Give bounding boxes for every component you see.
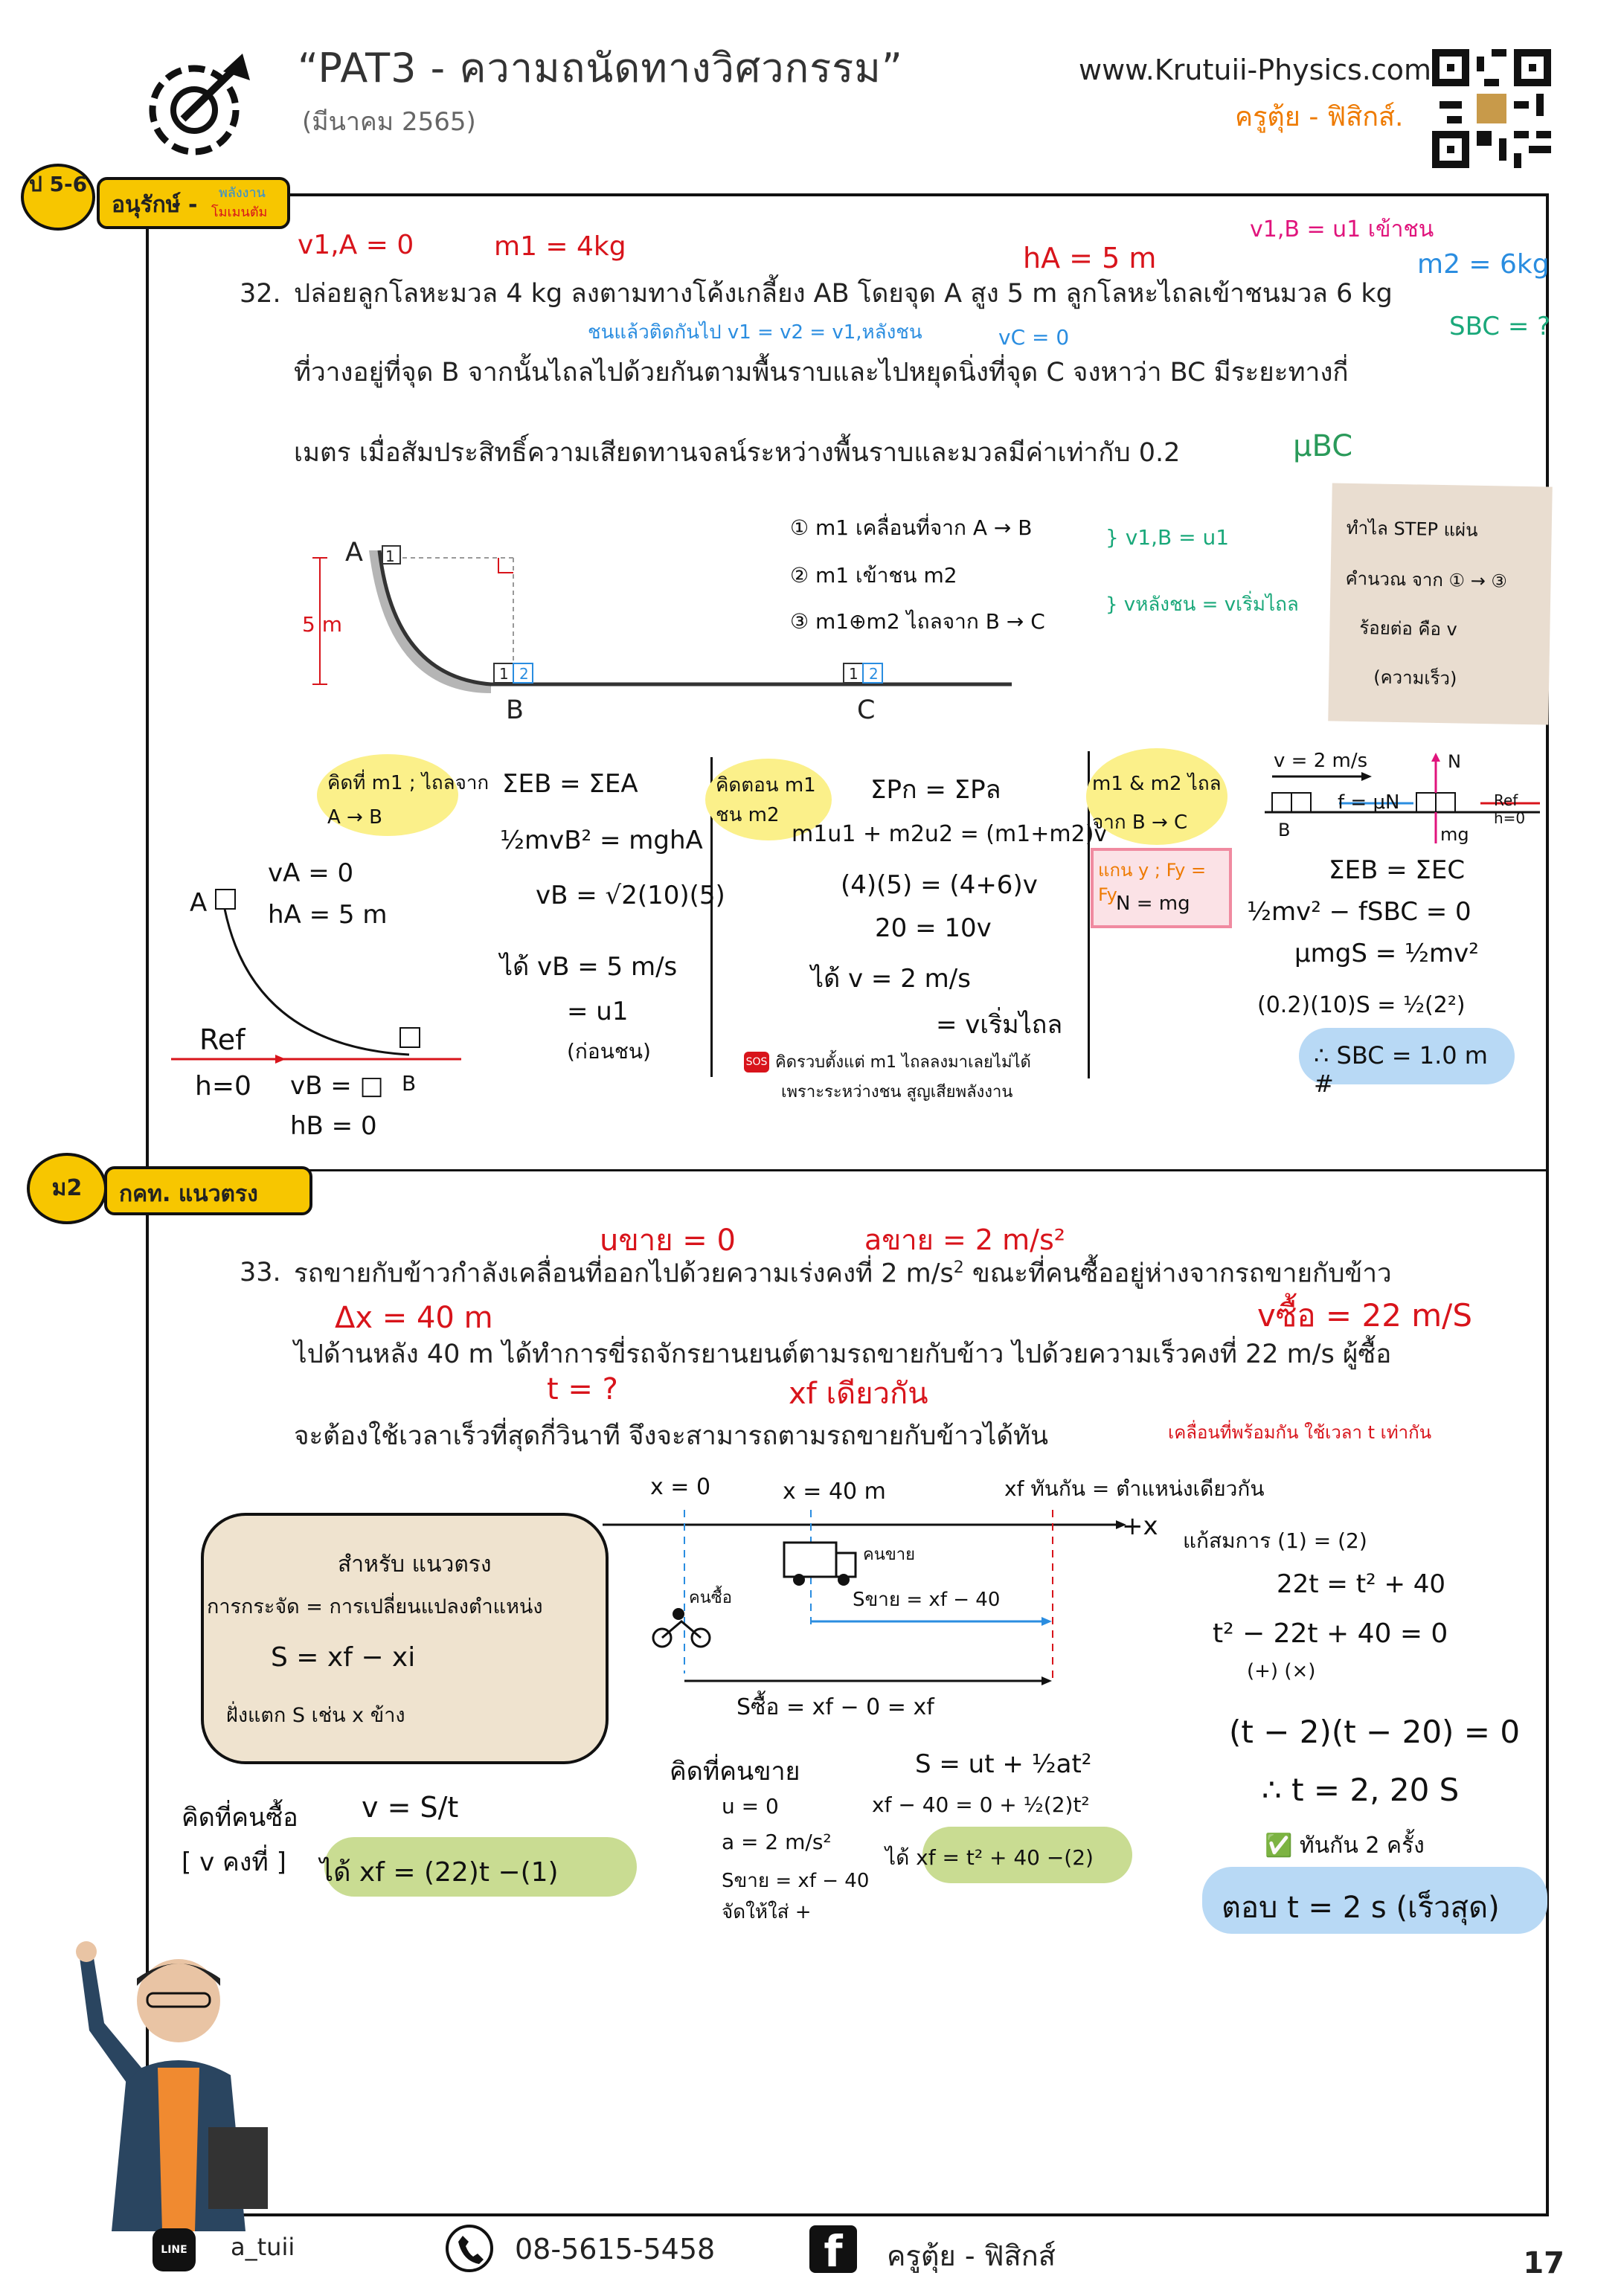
ann-vbuy: vซื้อ = 22 m/S — [1257, 1297, 1472, 1334]
work-c4-ref: Ref h=0 — [1494, 791, 1526, 827]
work-c1-hB: hB = 0 — [290, 1111, 377, 1141]
work-c1-B-label: B — [402, 1071, 417, 1096]
gear-logo-icon — [131, 45, 257, 171]
ann-stuck: ชนแล้วติดกันไป v1 = v2 = v1,หลังชน — [588, 321, 922, 344]
work-c3-note-2: เพราะระหว่างชน สูญเสียพลังงาน — [781, 1083, 1013, 1102]
sticky-note — [1328, 483, 1553, 724]
work-c4-N: N — [1448, 751, 1461, 772]
work-c1-hA: hA = 5 m — [268, 900, 388, 930]
page-number: 17 — [1523, 2246, 1564, 2280]
topic-tag-label: อนุรักษ์ - — [112, 192, 198, 218]
solve-check: ✅ ทันกัน 2 ครั้ง — [1265, 1833, 1425, 1859]
ann-xf: xf เดียวกัน — [789, 1377, 928, 1411]
work-c4-head: m1 & m2 ไถลจาก B → C — [1092, 773, 1222, 834]
motion-x0: x = 0 — [650, 1474, 711, 1500]
solve-b: t² − 22t + 40 = 0 — [1213, 1618, 1448, 1649]
q33-sup: 2 — [953, 1258, 964, 1277]
seller-s: Sขาย = xf − 40 — [722, 1870, 870, 1892]
q33-answer-box — [1202, 1867, 1547, 1934]
sos-icon: SOS — [744, 1052, 769, 1073]
step-result-2: } vหลังชน = vเริ่มไถล — [1105, 594, 1299, 616]
ann-m2: m2 = 6kg — [1417, 249, 1550, 280]
ann-dx: Δx = 40 m — [335, 1301, 493, 1335]
step-result-1: } v1,B = u1 — [1105, 525, 1230, 550]
work-c4-B-label: B — [1278, 820, 1291, 840]
diagram-box-1a: 1 — [385, 547, 395, 565]
work-c3-head: คิดตอน m1 ชน m2 — [716, 774, 816, 826]
sticky-line-4: (ความเร็ว) — [1373, 666, 1457, 689]
work-c1-vB: vB = □ — [290, 1071, 384, 1101]
work-c4-v: v = 2 m/s — [1274, 750, 1368, 772]
seller-eq-2: xf − 40 = 0 + ½(2)t² — [872, 1792, 1090, 1817]
q32-line-3: เมตร เมื่อสัมประสิทธิ์ความเสียดทานจลน์ระหว่างพื้นราบและมวลมีค่าเท่ากับ 0.2 — [294, 438, 1181, 468]
seller-eq: S = ut + ½at² — [915, 1749, 1092, 1779]
seller-result: ได้ xf = t² + 40 −(2) — [885, 1845, 1094, 1870]
facebook-name[interactable]: ครูตุ้ย - ฟิสิกส์ — [887, 2239, 1056, 2272]
solve-d: ∴ t = 2, 20 S — [1262, 1772, 1460, 1808]
ann-sBC: SBC = ? — [1449, 312, 1551, 341]
work-c4-mg: mg — [1440, 824, 1469, 845]
step-2: ② m1 เข้าชน m2 — [790, 563, 957, 588]
motion-xf: xf ทันกัน = ตำแหน่งเดียวกัน — [1004, 1476, 1265, 1501]
sticky-line-1: ทำไล STEP แผ่น — [1346, 517, 1478, 541]
q32-number: 32. — [240, 279, 281, 309]
sticky-line-3: ร้อยต่อ คือ v — [1359, 617, 1457, 640]
line-id: a_tuii — [231, 2233, 295, 2261]
motion-axis: +x — [1122, 1511, 1158, 1541]
motion-s-buy: Sซื้อ = xf − 0 = xf — [736, 1694, 934, 1720]
diagram-box-1b: 1 — [499, 665, 509, 683]
level-badge-2: ม2 — [27, 1153, 107, 1224]
work-c2-c: vB = √2(10)(5) — [536, 881, 725, 910]
topic-tag-note-1: พลังงาน — [219, 185, 266, 201]
buyer-eq: v = S/t — [362, 1791, 459, 1824]
page-title: “PAT3 - ความถนัดทางวิศวกรรม” — [298, 45, 903, 91]
bubble-line-3: ฝั่งแตก S เช่น x ข้าง — [226, 1704, 405, 1727]
diagram-height: 5 m — [302, 612, 342, 637]
phone-icon[interactable] — [445, 2224, 494, 2273]
presenter-figure — [60, 1934, 298, 2231]
ann-hA: hA = 5 m — [1023, 242, 1157, 274]
brand-name: ครูตุ้ย - ฟิสิกส์. — [1235, 102, 1404, 132]
motion-seller: คนขาย — [863, 1546, 916, 1564]
solve-head: แก้สมการ (1) = (2) — [1183, 1528, 1367, 1553]
seller-head: คิดที่คนขาย — [670, 1757, 800, 1787]
condition-box — [1091, 848, 1232, 928]
sticky-line-2: คำนวณ จาก ① → ③ — [1345, 567, 1508, 592]
work-c1-ref: Ref — [199, 1023, 245, 1056]
q32-line-2: ที่วางอยู่ที่จุด B จากนั้นไถลไปด้วยกันตามพื้นราบและไปหยุดนิ่งที่จุด C จงหาว่า BC มีระยะทางกี่ — [294, 358, 1349, 388]
buyer-result: ได้ xf = (22)t −(1) — [320, 1857, 559, 1888]
work-c4-b: ½mv² − fSBC = 0 — [1247, 897, 1471, 927]
seller-sign: จัดให้ใส่ + — [722, 1901, 812, 1923]
diagram-box-2b: 2 — [519, 665, 529, 683]
qr-code-icon[interactable] — [1432, 49, 1551, 168]
buyer-sub: [ v คงที่ ] — [182, 1848, 286, 1877]
q33-line-2: ไปด้านหลัง 40 m ได้ทำการขี่รถจักรยานยนต์ตามรถขายกับข้าว ไปด้วยความเร็วคงที่ 22 m/s ผู้ซื้อ — [294, 1340, 1392, 1369]
work-c1-h0: h=0 — [195, 1071, 251, 1102]
section-divider — [146, 1169, 1549, 1171]
motion-s-sell: Sขาย = xf − 40 — [853, 1589, 1001, 1611]
ann-vA: v1,A = 0 — [298, 230, 414, 260]
work-c4-f: f = μN — [1338, 791, 1400, 814]
page-subtitle: (มีนาคม 2565) — [302, 107, 476, 137]
ann-meet: เคลื่อนที่พร้อมกัน ใช้เวลา t เท่ากัน — [1168, 1422, 1432, 1443]
q33-line-1b: ขณะที่คนซื้ออยู่ห่างจากรถขายกับข้าว — [963, 1258, 1392, 1289]
topic-tag-note-2: โมเมนตัม — [211, 205, 268, 220]
work-c2-a: ΣEB = ΣEA — [502, 769, 638, 799]
work-c3-e: ได้ v = 2 m/s — [811, 964, 971, 994]
diagram-label-B: B — [506, 695, 524, 725]
work-c2-e: = u1 — [567, 997, 629, 1026]
work-c4-d: (0.2)(10)S = ½(2²) — [1257, 992, 1466, 1018]
solve-a: 22t = t² + 40 — [1277, 1569, 1446, 1599]
q32-answer: ∴ SBC = 1.0 m # — [1314, 1041, 1488, 1098]
ann-vC: vC = 0 — [998, 325, 1070, 350]
q33-line-1 — [294, 1260, 1392, 1287]
work-c2-b: ½mvB² = mghA — [500, 826, 703, 855]
work-c2-d: ได้ vB = 5 m/s — [500, 952, 678, 982]
seller-u: u = 0 — [722, 1794, 779, 1819]
bubble-title: สำหรับ แนวตรง — [338, 1551, 492, 1578]
work-c3-a: ΣPก = ΣPล — [870, 775, 1001, 805]
ann-m1: m1 = 4kg — [494, 231, 626, 262]
step-3: ③ m1⊕m2 ไถลจาก B → C — [790, 609, 1045, 634]
ann-u: uขาย = 0 — [600, 1223, 736, 1258]
q33-line-3: จะต้องใช้เวลาเร็วที่สุดกี่วินาที จึงจะสามารถตามรถขายกับข้าวได้ทัน — [294, 1421, 1049, 1451]
motion-x40: x = 40 m — [783, 1479, 886, 1505]
work-c4-c: μmgS = ½mv² — [1294, 939, 1479, 968]
ann-a: aขาย = 2 m/s² — [864, 1223, 1065, 1256]
topic-tag-2: กคท. แนวตรง — [104, 1166, 312, 1215]
work-c1-head: คิดที่ m1 ; ไถลจาก A → B — [327, 772, 490, 829]
work-c1-vA: vA = 0 — [268, 858, 354, 888]
q33-number: 33. — [240, 1258, 281, 1287]
concept-bubble — [201, 1513, 609, 1764]
q32-line-1: ปล่อยลูกโลหะมวล 4 kg ลงตามทางโค้งเกลี้ยง AB โดยจุด A สูง 5 m ลูกโลหะไถลเข้าชนมวล 6 kg — [294, 279, 1393, 309]
work-c3-f: = vเริ่มไถล — [936, 1010, 1063, 1040]
motion-buyer: คนซื้อ — [689, 1589, 732, 1607]
work-c3-c: (4)(5) = (4+6)v — [841, 870, 1038, 900]
ann-t: t = ? — [547, 1372, 618, 1406]
buyer-head: คิดที่คนซื้อ — [182, 1803, 298, 1833]
line-icon[interactable]: LINE — [153, 2228, 196, 2271]
level-badge: ป 5-6 — [21, 164, 95, 231]
solve-signs: (+) (×) — [1247, 1660, 1316, 1682]
diagram-label-A: A — [345, 538, 363, 567]
condition-line-1: แกน y ; Fy = Fy — [1098, 860, 1207, 905]
q32-answer-box — [1299, 1028, 1515, 1098]
q33-answer: ตอบ t = 2 s (เร็วสุด) — [1222, 1891, 1500, 1925]
work-c3-d: 20 = 10v — [875, 913, 992, 943]
work-c3-note-1: คิดรวบตั้งแต่ m1 ไถลลงมาเลยไม่ได้ — [775, 1053, 1031, 1072]
bubble-line-1: การกระจัด = การเปลี่ยนแปลงตำแหน่ง — [207, 1595, 543, 1618]
ann-v1B: v1,B = u1 เข้าชน — [1250, 216, 1434, 242]
solve-c: (t − 2)(t − 20) = 0 — [1229, 1714, 1521, 1750]
diagram-label-C: C — [857, 695, 876, 725]
work-c3-b: m1u1 + m2u2 = (m1+m2)v — [792, 821, 1108, 847]
topic-tag — [97, 177, 290, 229]
bubble-line-2: S = xf − xi — [271, 1642, 416, 1673]
website-link[interactable]: www.Krutuii-Physics.com — [1079, 54, 1432, 86]
diagram-box-2c: 2 — [869, 665, 879, 683]
ann-mu: μBC — [1293, 429, 1353, 463]
work-c4-a: ΣEB = ΣEC — [1329, 855, 1466, 885]
condition-line-2: N = mg — [1116, 893, 1190, 915]
phone-number[interactable]: 08-5615-5458 — [515, 2233, 716, 2266]
seller-a: a = 2 m/s² — [722, 1830, 832, 1854]
work-c1-A-label: A — [190, 888, 208, 918]
work-c2-f: (ก่อนชน) — [567, 1039, 651, 1064]
q33-line-1a: รถขายกับข้าวกำลังเคลื่อนที่ออกไปด้วยความเร่งคงที่ 2 m/s — [294, 1258, 954, 1289]
facebook-icon[interactable]: f — [809, 2225, 857, 2273]
diagram-box-1c: 1 — [849, 665, 858, 683]
step-1: ① m1 เคลื่อนที่จาก A → B — [790, 515, 1033, 540]
